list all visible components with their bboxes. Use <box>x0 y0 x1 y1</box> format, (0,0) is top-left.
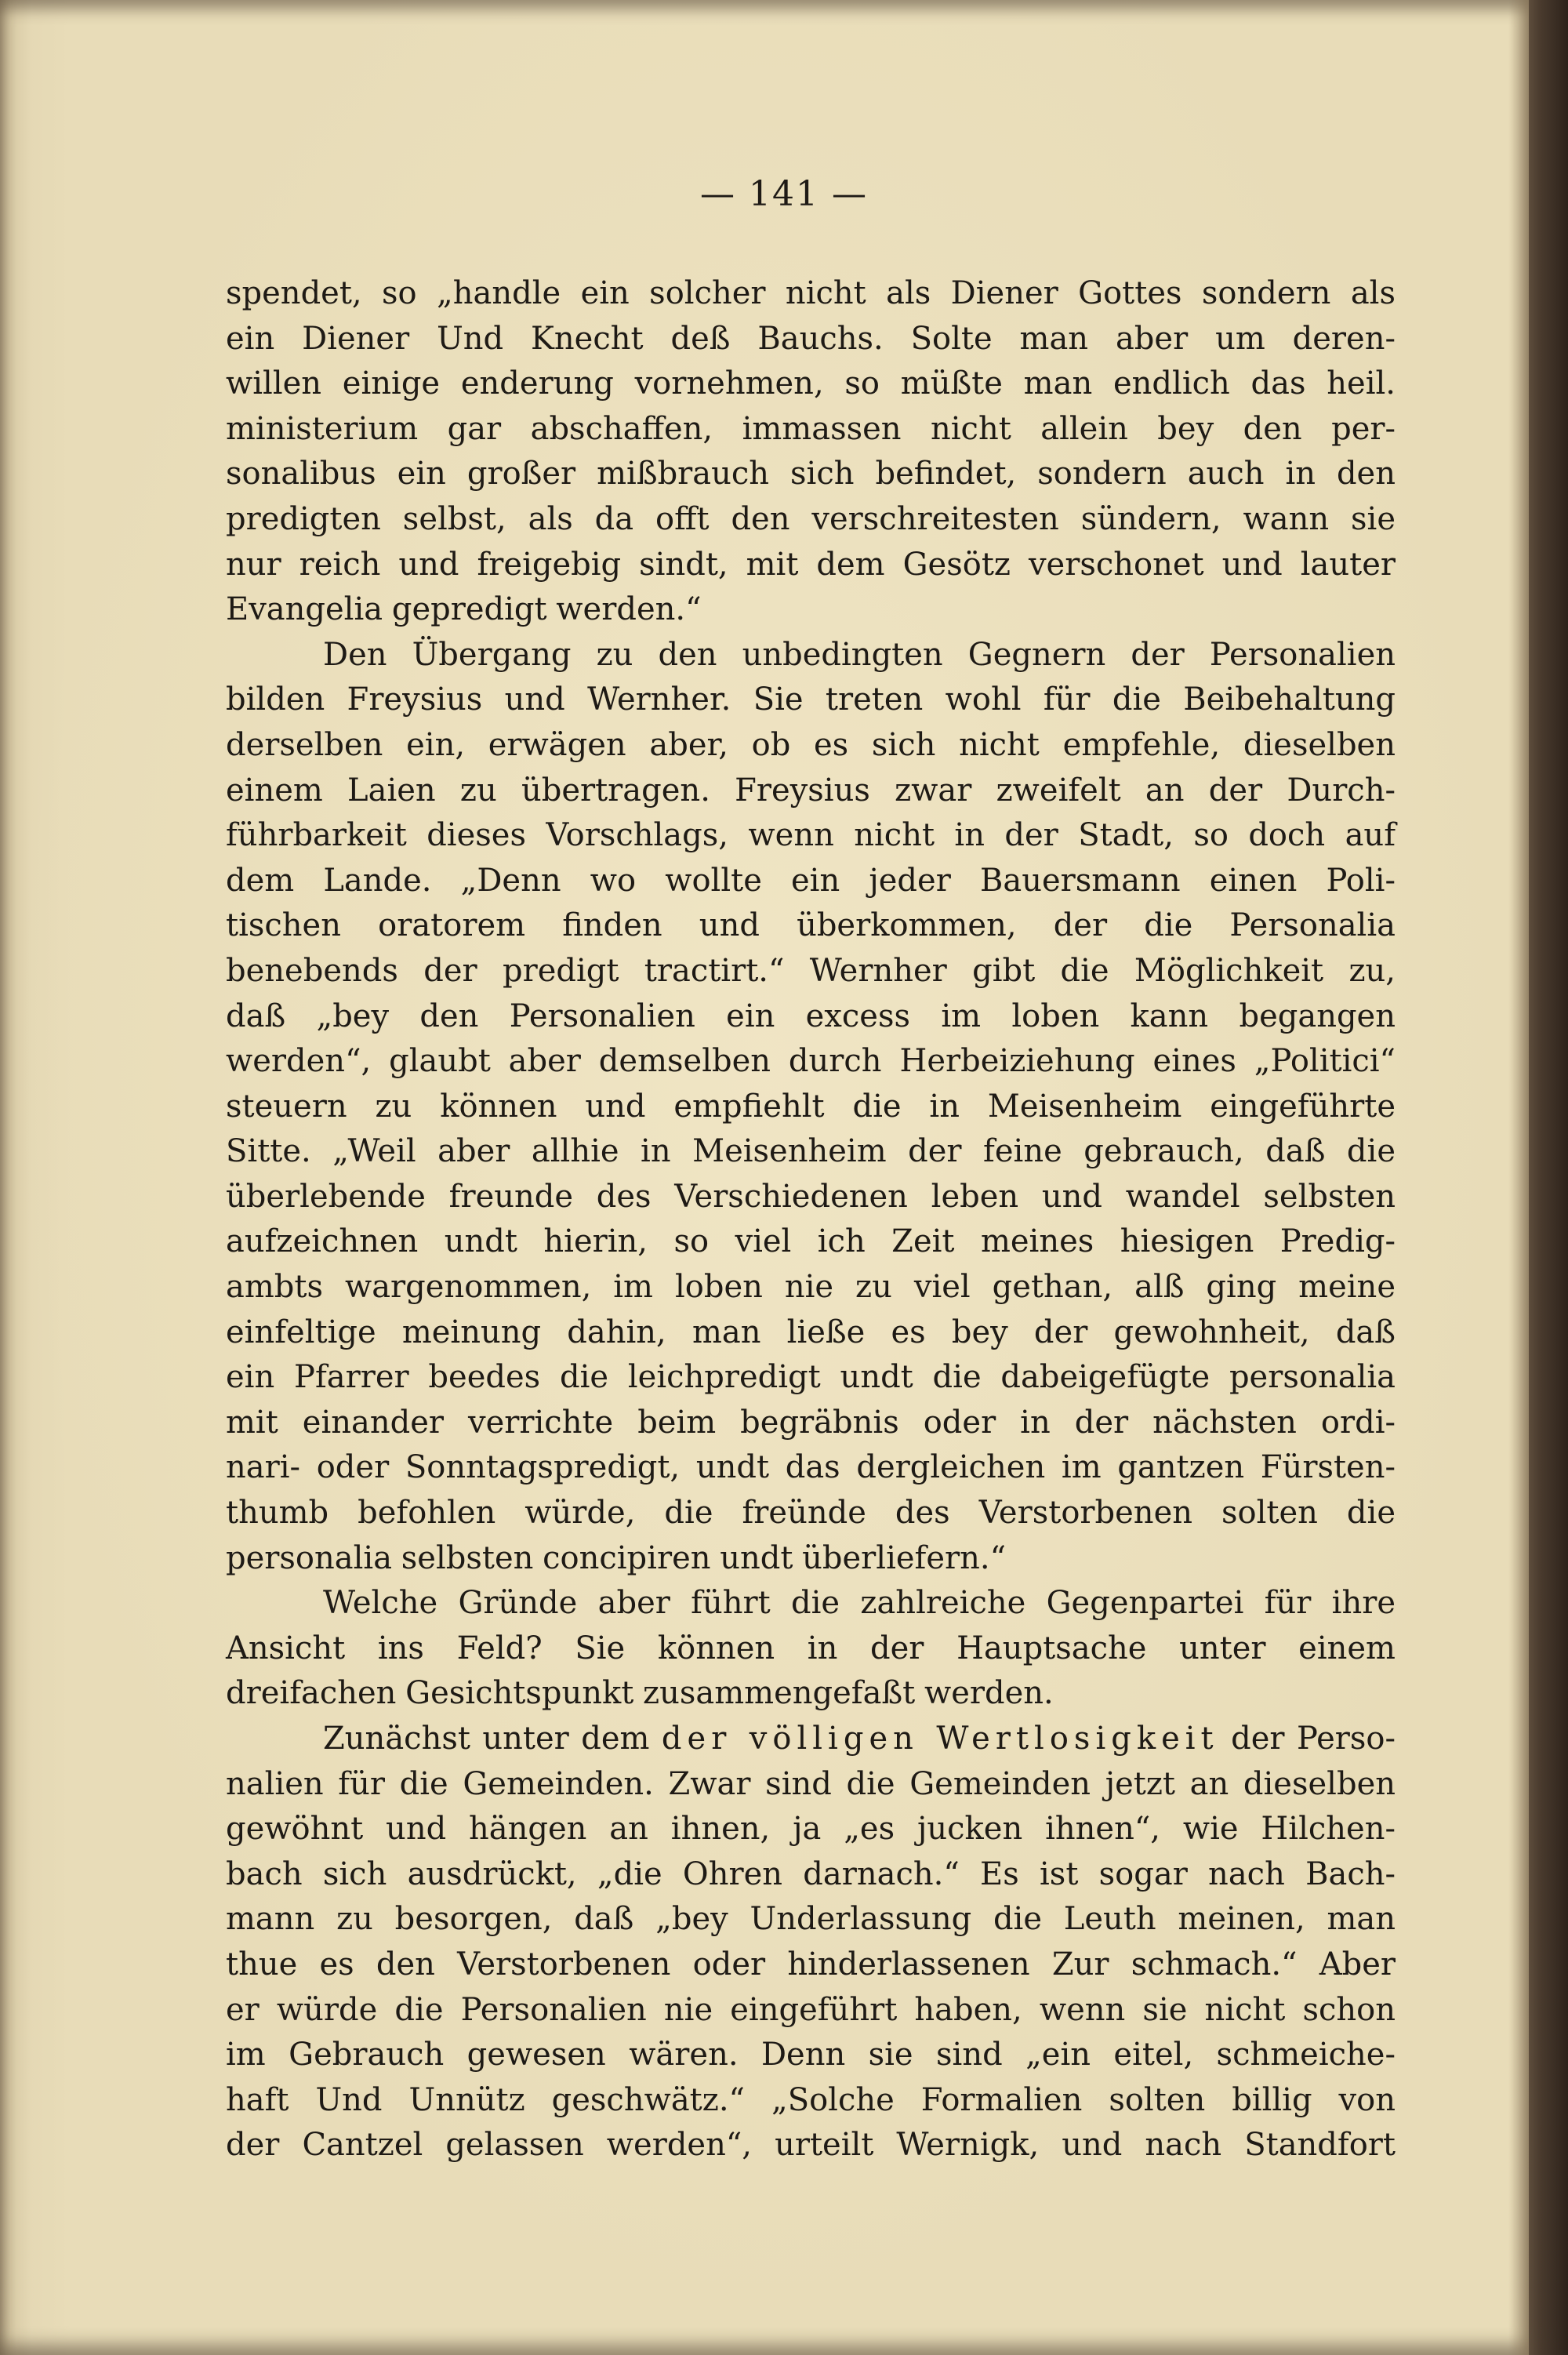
text-line: einem Laien zu übertragen. Freysius zwar zweifelt an der Durch- <box>226 772 1396 809</box>
text-line: bilden Freysius und Wernher. Sie treten wohl für die Beibehaltung <box>226 681 1396 718</box>
text-line: der Cantzel gelassen werden“, urteilt Wernigk, und nach Standfort <box>226 2127 1396 2164</box>
text-line: überlebende freunde des Verschiedenen leben und wandel selbsten <box>226 1178 1396 1215</box>
text-line: ein Pfarrer beedes die leichpredigt undt die dabeigefügte personalia <box>226 1359 1396 1396</box>
page-fold-shadow <box>1508 0 1529 2355</box>
text-line: thumb befohlen würde, die freünde des Verstorbenen solten die <box>226 1495 1396 1532</box>
text-line: führbarkeit dieses Vorschlags, wenn nicht in der Stadt, so doch auf <box>226 817 1396 854</box>
page-number-header: — 141 — <box>700 174 868 214</box>
text-line: Evangelia gepredigt werden.“ <box>226 591 702 628</box>
text-line: gewöhnt und hängen an ihnen, ja „es jucken ihnen“, wie Hilchen- <box>226 1811 1396 1848</box>
body-text <box>226 271 1396 2168</box>
text-line: Welche Gründe aber führt die zahlreiche Gegenpartei für ihre <box>323 1585 1396 1622</box>
text-line: benebends der predigt tractirt.“ Wernher gibt die Möglichkeit zu, <box>226 952 1396 989</box>
text-segment: Zunächst unter dem <box>323 1721 650 1757</box>
text-line: nari- oder Sonntagspredigt, undt das dergleichen im gantzen Fürsten- <box>226 1449 1396 1486</box>
text-line: thue es den Verstorbenen oder hinderlassenen Zur schmach.“ Aber <box>226 1946 1396 1982</box>
text-line: tischen oratorem finden und überkommen, der die Personalia <box>226 907 1396 944</box>
text-line: mit einander verrichte beim begräbnis oder in der nächsten ordi- <box>226 1404 1396 1441</box>
text-line: sonalibus ein großer mißbrauch sich befindet, sondern auch in den <box>226 456 1396 492</box>
text-line: predigten selbst, als da offt den verschreitesten sündern, wann sie <box>226 500 1396 537</box>
text-line: er würde die Personalien nie eingeführt haben, wenn sie nicht schon <box>226 1991 1396 2028</box>
text-line: werden“, glaubt aber demselben durch Herbeiziehung eines „Politici“ <box>226 1043 1396 1080</box>
text-line: willen einige enderung vornehmen, so müßte man endlich das heil. <box>226 365 1396 402</box>
text-line: haft Und Unnütz geschwätz.“ „Solche Formalien solten billig von <box>226 2081 1396 2118</box>
text-line: dreifachen Gesichtspunkt zusammengefaßt werden. <box>226 1675 1054 1712</box>
text-line: nalien für die Gemeinden. Zwar sind die Gemeinden jetzt an dieselben <box>226 1765 1396 1802</box>
text-line: personalia selbsten concipiren undt überliefern.“ <box>226 1539 1007 1576</box>
text-line: ministerium gar abschaffen, immassen nicht allein bey den per- <box>226 410 1396 447</box>
text-line: nur reich und freigebig sindt, mit dem Gesötz verschonet und lauter <box>226 546 1396 583</box>
text-line: mann zu besorgen, daß „bey Underlassung die Leuth meinen, man <box>226 1901 1396 1938</box>
text-line: bach sich ausdrückt, „die Ohren darnach.“ Es ist sogar nach Bach- <box>226 1855 1396 1892</box>
text-line: einfeltige meinung dahin, man ließe es bey der gewohnheit, daß <box>226 1314 1396 1350</box>
text-line: dem Lande. „Denn wo wollte ein jeder Bauersmann einen Poli- <box>226 862 1396 899</box>
text-line: ambts wargenommen, im loben nie zu viel gethan, alß ging meine <box>226 1269 1396 1306</box>
text-line: im Gebrauch gewesen wären. Denn sie sind „ein eitel, schmeiche- <box>226 2037 1396 2073</box>
text-line: spendet, so „handle ein solcher nicht als Diener Gottes sondern als <box>226 275 1396 311</box>
text-line: daß „bey den Personalien ein excess im loben kann begangen <box>226 998 1396 1034</box>
text-line: Ansicht ins Feld? Sie können in der Hauptsache unter einem <box>226 1630 1396 1666</box>
text-line <box>226 1717 1396 1762</box>
text-segment: der Perso- <box>1231 1721 1396 1757</box>
text-line: derselben ein, erwägen aber, ob es sich nicht empfehle, dieselben <box>226 726 1396 763</box>
text-line: Den Übergang zu den unbedingten Gegnern der Personalien <box>323 636 1396 673</box>
text-line: ein Diener Und Knecht deß Bauchs. Solte man aber um deren- <box>226 320 1396 357</box>
text-line: steuern zu können und empfiehlt die in Meisenheim eingeführte <box>226 1088 1396 1125</box>
text-line: Sitte. „Weil aber allhie in Meisenheim der feine gebrauch, daß die <box>226 1133 1396 1170</box>
emphasized-text: der völligen Wertlosigkeit <box>661 1721 1219 1757</box>
text-line: aufzeichnen undt hierin, so viel ich Zeit meines hiesigen Predig- <box>226 1223 1396 1260</box>
